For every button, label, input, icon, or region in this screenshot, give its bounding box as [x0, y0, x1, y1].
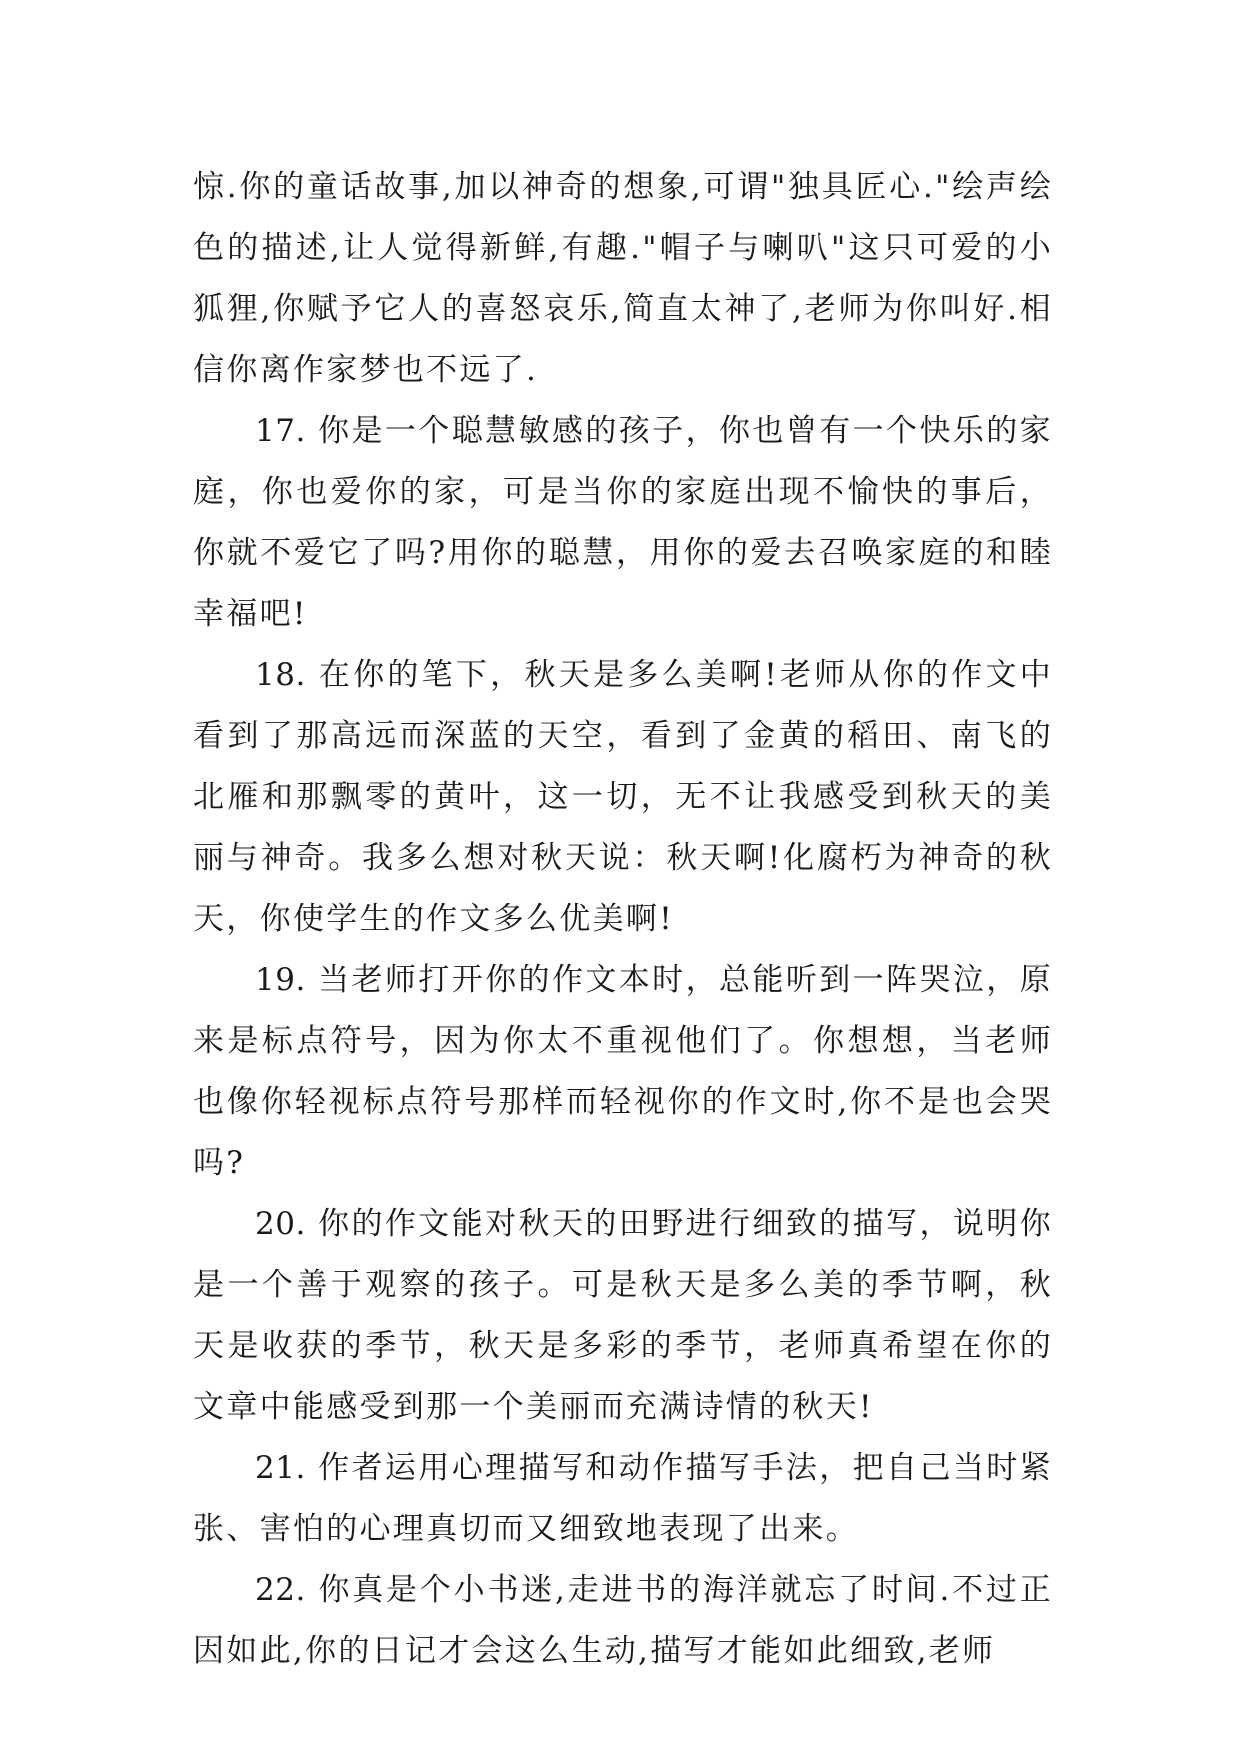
paragraph-number: 17.: [255, 413, 306, 449]
paragraph-21: [193, 1438, 1053, 1560]
paragraph-text: 你是一个聪慧敏感的孩子，你也曾有一个快乐的家庭，你也爱你的家，可是当你的家庭出现不愉快的事后，你就不爱它了吗?用你的聪慧，用你的爱去召唤家庭的和睦幸福吧!: [193, 413, 1053, 632]
paragraph-text: 你真是个小书迷,走进书的海洋就忘了时间.不过正因如此,你的日记才会这么生动,描写才能如此细致,老师: [193, 1572, 1053, 1669]
paragraph-text: 你的作文能对秋天的田野进行细致的描写，说明你是一个善于观察的孩子。可是秋天是多么美的季节啊，秋天是收获的季节，秋天是多彩的季节，老师真希望在你的文章中能感受到那一个美丽而充满诗情的秋天!: [193, 1206, 1053, 1425]
paragraph-number: 20.: [255, 1206, 306, 1242]
paragraph-text: 在你的笔下，秋天是多么美啊!老师从你的作文中看到了那高远而深蓝的天空，看到了金黄的稻田、南飞的北雁和那飘零的黄叶，这一切，无不让我感受到秋天的美丽与神奇。我多么想对秋天说：秋天啊!化腐朽为神奇的秋天，你使学生的作文多么优美啊!: [193, 657, 1053, 937]
paragraph-number: 19.: [255, 962, 306, 998]
paragraph-number: 21.: [255, 1450, 306, 1486]
paragraph-text: 当老师打开你的作文本时，总能听到一阵哭泣，原来是标点符号，因为你太不重视他们了。你想想，当老师也像你轻视标点符号那样而轻视你的作文时,你不是也会哭吗?: [193, 962, 1053, 1181]
paragraph-number: 22.: [255, 1572, 306, 1608]
paragraph-18: [193, 645, 1053, 950]
paragraph-19: [193, 950, 1053, 1194]
paragraph-continued: [193, 157, 1053, 401]
paragraph-text: 作者运用心理描写和动作描写手法，把自己当时紧张、害怕的心理真切而又细致地表现了出来。: [193, 1450, 1053, 1547]
paragraph-number: 18.: [255, 657, 306, 693]
paragraph-17: [193, 401, 1053, 645]
paragraph-22: [193, 1560, 1053, 1682]
body-text: [193, 157, 1053, 1682]
paragraph-text: 惊.你的童话故事,加以神奇的想象,可谓"独具匠心."绘声绘色的描述,让人觉得新鲜,有趣."帽子与喇叭"这只可爱的小狐狸,你赋予它人的喜怒哀乐,简直太神了,老师为你叫好.相信你离作家梦也不远了.: [193, 169, 1053, 388]
paragraph-20: [193, 1194, 1053, 1438]
